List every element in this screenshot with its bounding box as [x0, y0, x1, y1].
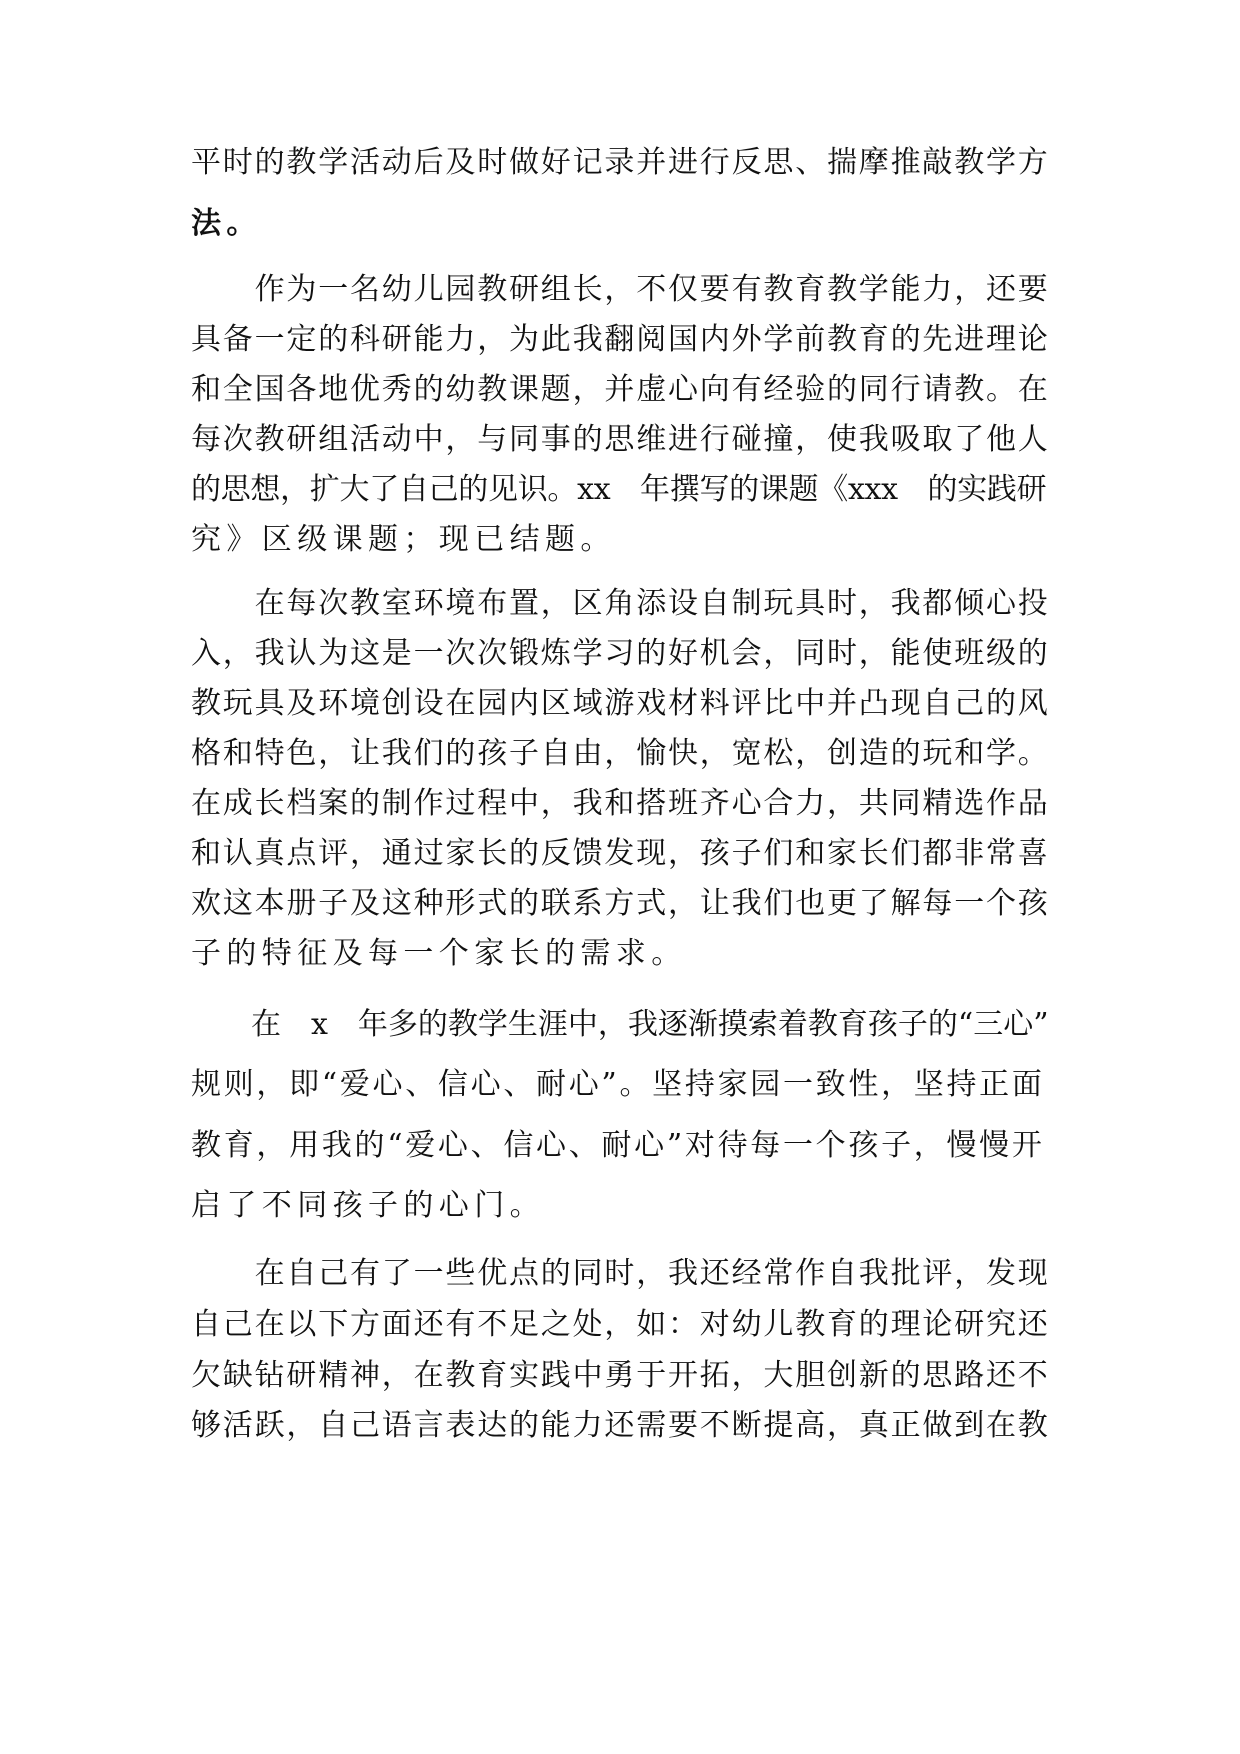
text-line: 欠缺钻研精神，在教育实践中勇于开拓，大胆创新的思路还不 — [191, 1358, 1050, 1393]
text-line: 启了不同孩子的心门。 — [191, 1188, 545, 1223]
text-line: 教玩具及环境创设在园内区域游戏材料评比中并凸现自己的风 — [191, 686, 1050, 721]
text-line: 规则，即“爱心、信心、耐心”。坚持家园一致性，坚持正面 — [191, 1067, 1045, 1102]
text-line: 和全国各地优秀的幼教课题，并虚心向有经验的同行请教。在 — [191, 372, 1050, 407]
text-line: 在成长档案的制作过程中，我和搭班齐心合力，共同精选作品 — [191, 786, 1050, 821]
text-line: 和认真点评，通过家长的反馈发现，孩子们和家长们都非常喜 — [191, 836, 1050, 871]
text-line: 究》区级课题；现已结题。 — [191, 522, 616, 557]
text-line: 每次教研组活动中，与同事的思维进行碰撞，使我吸取了他人 — [191, 422, 1050, 457]
text-line: 教育，用我的“爱心、信心、耐心”对待每一个孩子，慢慢开 — [191, 1128, 1045, 1163]
text-line: 平时的教学活动后及时做好记录并进行反思、揣摩推敲教学方 — [191, 145, 1050, 180]
text-line: 在自己有了一些优点的同时，我还经常作自我批评，发现 — [191, 1256, 1050, 1291]
text-line: 的思想，扩大了自己的见识。xx 年撰写的课题《xxx 的实践研 — [191, 472, 1047, 507]
text-line: 在每次教室环境布置，区角添设自制玩具时，我都倾心投 — [191, 586, 1050, 621]
text-line: 子的特征及每一个家长的需求。 — [191, 936, 687, 971]
text-line: 够活跃，自己语言表达的能力还需要不断提高，真正做到在教 — [191, 1408, 1050, 1443]
text-line: 作为一名幼儿园教研组长，不仅要有教育教学能力，还要 — [191, 272, 1050, 307]
text-line: 自己在以下方面还有不足之处，如：对幼儿教育的理论研究还 — [191, 1307, 1050, 1342]
text-line: 欢这本册子及这种形式的联系方式，让我们也更了解每一个孩 — [191, 886, 1050, 921]
text-line: 法。 — [191, 206, 262, 241]
text-line: 格和特色，让我们的孩子自由，愉快，宽松，创造的玩和学。 — [191, 736, 1050, 771]
text-line: 具备一定的科研能力，为此我翻阅国内外学前教育的先进理论 — [191, 322, 1050, 357]
text-line: 入，我认为这是一次次锻炼学习的好机会，同时，能使班级的 — [191, 636, 1050, 671]
text-line: 在 x 年多的教学生涯中，我逐渐摸索着教育孩子的“三心” — [191, 1007, 1049, 1042]
